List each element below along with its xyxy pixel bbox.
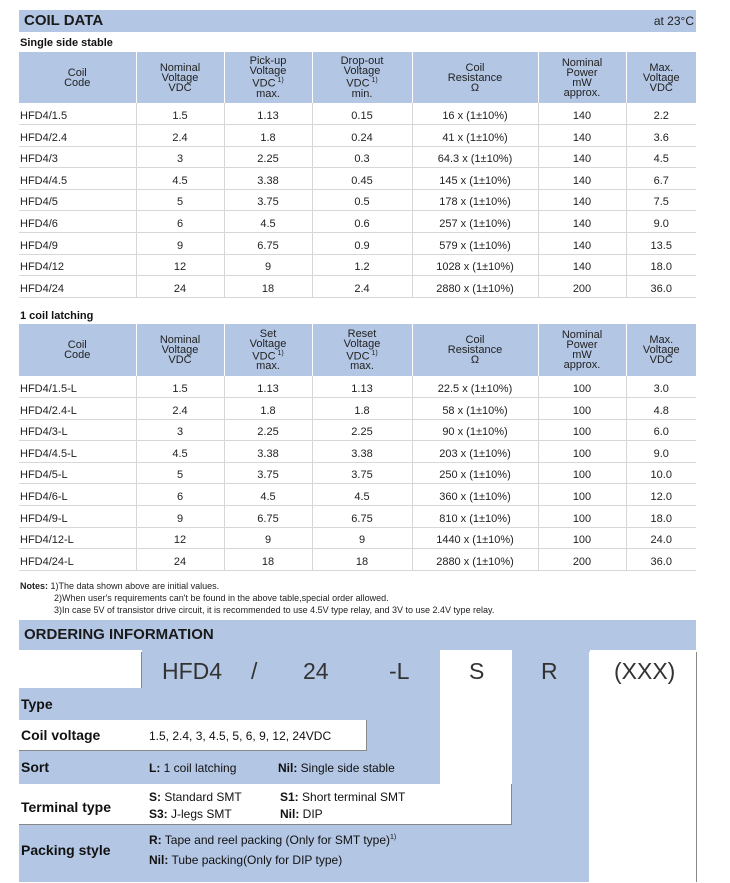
table-cell: 2880 x (1±10%) (412, 549, 538, 571)
table-row (19, 146, 696, 168)
table-cell: HFD4/5-L (19, 462, 136, 484)
table-cell: 2880 x (1±10%) (412, 276, 538, 298)
note-ref: 1) (275, 77, 284, 85)
table-cell: HFD4/9 (19, 233, 136, 255)
header-line: VDC (168, 81, 192, 94)
table-cell: 9 (224, 527, 312, 549)
sort-option-stable (278, 761, 395, 775)
table-cell: HFD4/3-L (19, 419, 136, 441)
code-terminal: S (469, 658, 485, 684)
table-cell: 3.6 (626, 125, 696, 147)
note-2: 2)When user's requirements can't be found in the above table,special order allowed. (54, 593, 389, 603)
table-cell: 3 (136, 419, 224, 441)
single-header-5 (538, 52, 626, 103)
packing-option-key: Nil: (149, 853, 169, 867)
packing-note-ref: 1) (390, 834, 397, 841)
table-cell: 9 (136, 506, 224, 528)
table-cell: 24 (136, 549, 224, 571)
header-line: Nominal (561, 56, 603, 69)
connector-line (696, 652, 697, 882)
header-line: Voltage (161, 344, 199, 356)
table-cell: 0.15 (312, 103, 412, 125)
header-line: Voltage (343, 337, 381, 350)
table-cell: 0.6 (312, 211, 412, 233)
coil-voltage-options: 1.5, 2.4, 3, 4.5, 5, 6, 9, 12, 24VDC (149, 729, 332, 743)
packing-style-label: Packing style (21, 842, 111, 858)
table-cell: HFD4/3 (19, 146, 136, 168)
table-cell: 6.75 (312, 506, 412, 528)
table-cell: HFD4/5 (19, 189, 136, 211)
coil-voltage-label: Coil voltage (21, 727, 101, 743)
header-line: Voltage (249, 65, 287, 78)
sort-option-key: Nil: (278, 761, 298, 775)
header-line: Resistance (447, 344, 503, 356)
table-row (19, 506, 696, 528)
table-cell: 1028 x (1±10%) (412, 254, 538, 276)
table-cell: 5 (136, 189, 224, 211)
header-line: approx. (563, 359, 601, 371)
connector-line (19, 824, 512, 825)
table-cell: 200 (538, 276, 626, 298)
table-cell: 6.0 (626, 419, 696, 441)
table-cell: 100 (538, 376, 626, 398)
header-line: Pick-up (249, 55, 287, 68)
table-cell: 64.3 x (1±10%) (412, 146, 538, 168)
table-row (19, 398, 696, 420)
connector-line (19, 720, 367, 721)
header-line: Voltage (642, 344, 680, 356)
latching-header-3 (312, 324, 412, 376)
table-cell: 4.5 (136, 441, 224, 463)
table-cell: HFD4/9-L (19, 506, 136, 528)
header-line: Voltage (161, 71, 199, 84)
single-header-1 (136, 52, 224, 103)
terminal-option-value: DIP (299, 807, 323, 821)
terminal-option-s1 (280, 790, 405, 804)
table-cell: 0.45 (312, 168, 412, 190)
table-cell: HFD4/2.4 (19, 125, 136, 147)
table-cell: 6 (136, 211, 224, 233)
single-header-4 (412, 52, 538, 103)
header-line: Coil (67, 66, 87, 79)
table-cell: 22.5 x (1±10%) (412, 376, 538, 398)
header-line: Nominal (159, 61, 201, 74)
table-cell: 24.0 (626, 527, 696, 549)
table-row (19, 254, 696, 276)
table-cell: 12 (136, 254, 224, 276)
table-cell: 16 x (1±10%) (412, 103, 538, 125)
terminal-option-s3 (149, 807, 232, 821)
table-cell: 1.5 (136, 376, 224, 398)
table-cell: 1.2 (312, 254, 412, 276)
ordering-info-title: ORDERING INFORMATION (24, 626, 214, 643)
latching-header-6 (626, 324, 696, 376)
table-cell: 9 (136, 233, 224, 255)
header-line: Coil (465, 334, 485, 346)
header-line: VDC (649, 354, 673, 366)
table-cell: 1.13 (224, 103, 312, 125)
table-cell: 178 x (1±10%) (412, 189, 538, 211)
table-row (19, 527, 696, 549)
table-cell: 3 (136, 146, 224, 168)
table-row (19, 484, 696, 506)
table-cell: 4.5 (312, 484, 412, 506)
table-cell: 257 x (1±10%) (412, 211, 538, 233)
table-cell: 100 (538, 419, 626, 441)
terminal-option-nil (280, 807, 323, 821)
table-cell: 18 (224, 549, 312, 571)
table-cell: 140 (538, 146, 626, 168)
header-line: VDC (649, 81, 673, 94)
table-cell: 140 (538, 168, 626, 190)
table-cell: HFD4/1.5-L (19, 376, 136, 398)
header-line: Voltage (343, 65, 381, 78)
table-cell: 18.0 (626, 254, 696, 276)
sort-option-value: 1 coil latching (160, 761, 237, 775)
table-cell: 2.25 (224, 419, 312, 441)
table-cell: 6.75 (224, 506, 312, 528)
table-cell: 12.0 (626, 484, 696, 506)
table-cell: 200 (538, 549, 626, 571)
table-cell: 18 (312, 549, 412, 571)
table-row (19, 441, 696, 463)
coil-latching-table (19, 324, 696, 571)
table-cell: 12 (136, 527, 224, 549)
single-side-stable-subtitle: Single side stable (20, 37, 113, 49)
single-header-0 (19, 52, 136, 103)
table-cell: 145 x (1±10%) (412, 168, 538, 190)
connector-line (589, 652, 590, 882)
packing-option-nil (149, 853, 342, 867)
packing-option-value: Tape and reel packing (Only for SMT type) (161, 833, 391, 847)
table-row (19, 189, 696, 211)
table-cell: 3.75 (224, 462, 312, 484)
latching-header-2 (224, 324, 312, 376)
table-cell: 0.5 (312, 189, 412, 211)
table-cell: 140 (538, 125, 626, 147)
header-line: Drop-out (340, 55, 384, 68)
table-cell: 2.4 (136, 125, 224, 147)
sort-option-key: L: (149, 761, 161, 775)
table-row (19, 233, 696, 255)
table-row (19, 211, 696, 233)
table-cell: HFD4/4.5-L (19, 441, 136, 463)
sort-option-latching (149, 761, 236, 775)
note-ref: 1) (369, 349, 378, 357)
header-line: Max. (649, 334, 674, 346)
note-1 (20, 580, 494, 592)
header-line: Set (259, 327, 277, 340)
header-line: Voltage (249, 337, 287, 350)
header-line: Code (64, 349, 91, 361)
table-cell: 13.5 (626, 233, 696, 255)
table-cell: 810 x (1±10%) (412, 506, 538, 528)
type-label: Type (21, 696, 53, 712)
header-line: max. (350, 360, 374, 373)
table-cell: HFD4/24 (19, 276, 136, 298)
table-cell: 100 (538, 484, 626, 506)
terminal-option-value: J-legs SMT (167, 807, 232, 821)
header-line: Power (566, 66, 598, 79)
table-cell: 100 (538, 462, 626, 484)
table-cell: 3.0 (626, 376, 696, 398)
table-cell: 3.38 (224, 168, 312, 190)
table-header-row (19, 324, 696, 376)
coil-latching-subtitle: 1 coil latching (20, 310, 94, 322)
code-sort: -L (389, 658, 410, 684)
table-cell: HFD4/24-L (19, 549, 136, 571)
table-cell: 24 (136, 276, 224, 298)
table-cell: 140 (538, 254, 626, 276)
table-cell: 1.8 (224, 398, 312, 420)
table-cell: 1.8 (224, 125, 312, 147)
table-cell: HFD4/6-L (19, 484, 136, 506)
table-cell: 3.38 (312, 441, 412, 463)
table-cell: 203 x (1±10%) (412, 441, 538, 463)
table-cell: 4.5 (136, 168, 224, 190)
table-cell: 1.13 (224, 376, 312, 398)
connector-line (511, 652, 512, 784)
table-cell: 0.24 (312, 125, 412, 147)
table-cell: 58 x (1±10%) (412, 398, 538, 420)
table-header-row (19, 52, 696, 103)
coil-data-banner (19, 10, 696, 32)
table-cell: 100 (538, 506, 626, 528)
table-cell: HFD4/1.5 (19, 103, 136, 125)
header-line: max. (256, 87, 280, 100)
note-3: 3)In case 5V of transistor drive circuit, it is recommended to use 4.5V type relay, and 3V to use 2.4V type relay. (54, 605, 495, 615)
header-line: VDC $^{1)}$ (346, 349, 378, 363)
table-cell: 4.5 (626, 146, 696, 168)
table-cell: 9 (312, 527, 412, 549)
header-line: Ω (470, 81, 480, 94)
table-cell: 9.0 (626, 211, 696, 233)
table-cell: 2.4 (136, 398, 224, 420)
table-cell: 0.3 (312, 146, 412, 168)
header-line: Ω (470, 354, 480, 366)
table-cell: 6 (136, 484, 224, 506)
single-header-2 (224, 52, 312, 103)
table-cell: 579 x (1±10%) (412, 233, 538, 255)
ordering-info-banner (19, 620, 696, 650)
header-line: Power (566, 339, 598, 351)
sort-option-value: Single side stable (297, 761, 395, 775)
table-row (19, 276, 696, 298)
packing-option-key: R: (149, 833, 162, 847)
table-cell: 2.4 (312, 276, 412, 298)
table-cell: 100 (538, 441, 626, 463)
header-line: VDC $^{1)}$ (252, 349, 284, 363)
connector-line (511, 784, 512, 824)
terminal-option-value: Short terminal SMT (298, 790, 406, 804)
packing-option-value: Tube packing(Only for DIP type) (168, 853, 343, 867)
header-line: Code (64, 76, 91, 89)
note-ref: 1) (275, 349, 284, 357)
table-cell: 1.13 (312, 376, 412, 398)
table-cell: 2.2 (626, 103, 696, 125)
header-line: Nominal (561, 329, 603, 341)
connector-line (366, 720, 367, 751)
note-1-text: 1)The data shown above are initial values. (50, 581, 220, 591)
table-cell: 10.0 (626, 462, 696, 484)
table-cell: 1.8 (312, 398, 412, 420)
table-row (19, 376, 696, 398)
table-cell: 6.7 (626, 168, 696, 190)
latching-header-1 (136, 324, 224, 376)
table-cell: 3.38 (224, 441, 312, 463)
table-cell: 3.75 (224, 189, 312, 211)
header-line: max. (256, 360, 280, 373)
table-cell: HFD4/2.4-L (19, 398, 136, 420)
terminal-option-key: S: (149, 790, 161, 804)
header-line: Voltage (642, 71, 680, 84)
header-line: Coil (67, 339, 87, 351)
terminal-option-key: S3: (149, 807, 168, 821)
table-cell: 6.75 (224, 233, 312, 255)
single-side-stable-table (19, 52, 696, 298)
note-ref: 1) (369, 77, 378, 85)
code-packing: R (541, 658, 558, 684)
temperature-note: at 23°C (653, 14, 694, 28)
header-line: Nominal (159, 334, 201, 346)
terminal-option-value: Standard SMT (161, 790, 242, 804)
table-cell: 7.5 (626, 189, 696, 211)
header-line: min. (351, 87, 373, 100)
table-cell: 140 (538, 103, 626, 125)
notes-label: Notes: (20, 581, 49, 591)
connector-line (141, 652, 142, 688)
table-cell: 4.5 (224, 211, 312, 233)
table-row (19, 419, 696, 441)
coil-data-title: COIL DATA (24, 12, 104, 29)
connector-line (19, 750, 367, 751)
table-cell: 360 x (1±10%) (412, 484, 538, 506)
table-row (19, 549, 696, 571)
table-cell: 0.9 (312, 233, 412, 255)
table-cell: 90 x (1±10%) (412, 419, 538, 441)
table-cell: 2.25 (312, 419, 412, 441)
table-cell: 100 (538, 398, 626, 420)
sort-label: Sort (21, 759, 49, 775)
table-row (19, 125, 696, 147)
header-line: mW (572, 76, 592, 89)
latching-header-5 (538, 324, 626, 376)
terminal-type-label: Terminal type (21, 799, 111, 815)
table-cell: 41 x (1±10%) (412, 125, 538, 147)
table-cell: 4.8 (626, 398, 696, 420)
single-header-6 (626, 52, 696, 103)
code-slash: / (251, 658, 258, 684)
code-suffix: (XXX) (614, 658, 676, 684)
header-line: Max. (649, 61, 674, 74)
header-line: VDC $^{1)}$ (346, 77, 378, 90)
table-cell: 250 x (1±10%) (412, 462, 538, 484)
table-cell: 18 (224, 276, 312, 298)
table-cell: HFD4/12 (19, 254, 136, 276)
table-cell: 1.5 (136, 103, 224, 125)
table-row (19, 462, 696, 484)
notes (20, 580, 494, 616)
code-coil-voltage: 24 (303, 658, 329, 684)
latching-header-4 (412, 324, 538, 376)
header-line: Reset (347, 327, 377, 340)
header-line: mW (572, 349, 592, 361)
header-line: VDC $^{1)}$ (252, 77, 284, 90)
table-cell: 5 (136, 462, 224, 484)
table-cell: 36.0 (626, 549, 696, 571)
table-cell: 3.75 (312, 462, 412, 484)
terminal-option-key: Nil: (280, 807, 300, 821)
header-line: Resistance (447, 71, 503, 84)
connector-line (440, 652, 441, 784)
table-cell: 4.5 (224, 484, 312, 506)
terminal-option-key: S1: (280, 790, 299, 804)
table-cell: 9 (224, 254, 312, 276)
table-row (19, 103, 696, 125)
table-cell: 140 (538, 233, 626, 255)
table-row (19, 168, 696, 190)
header-line: VDC (168, 354, 192, 366)
packing-option-r (149, 833, 396, 847)
header-line: Coil (465, 61, 485, 74)
single-header-3 (312, 52, 412, 103)
table-cell: 1440 x (1±10%) (412, 527, 538, 549)
table-cell: 18.0 (626, 506, 696, 528)
table-cell: 2.25 (224, 146, 312, 168)
table-cell: 100 (538, 527, 626, 549)
table-cell: 9.0 (626, 441, 696, 463)
table-cell: 36.0 (626, 276, 696, 298)
table-cell: 140 (538, 211, 626, 233)
table-cell: HFD4/12-L (19, 527, 136, 549)
table-cell: 140 (538, 189, 626, 211)
terminal-option-s (149, 790, 242, 804)
table-cell: HFD4/6 (19, 211, 136, 233)
latching-header-0 (19, 324, 136, 376)
table-cell: HFD4/4.5 (19, 168, 136, 190)
code-series: HFD4 (162, 658, 223, 684)
header-line: approx. (563, 86, 601, 99)
